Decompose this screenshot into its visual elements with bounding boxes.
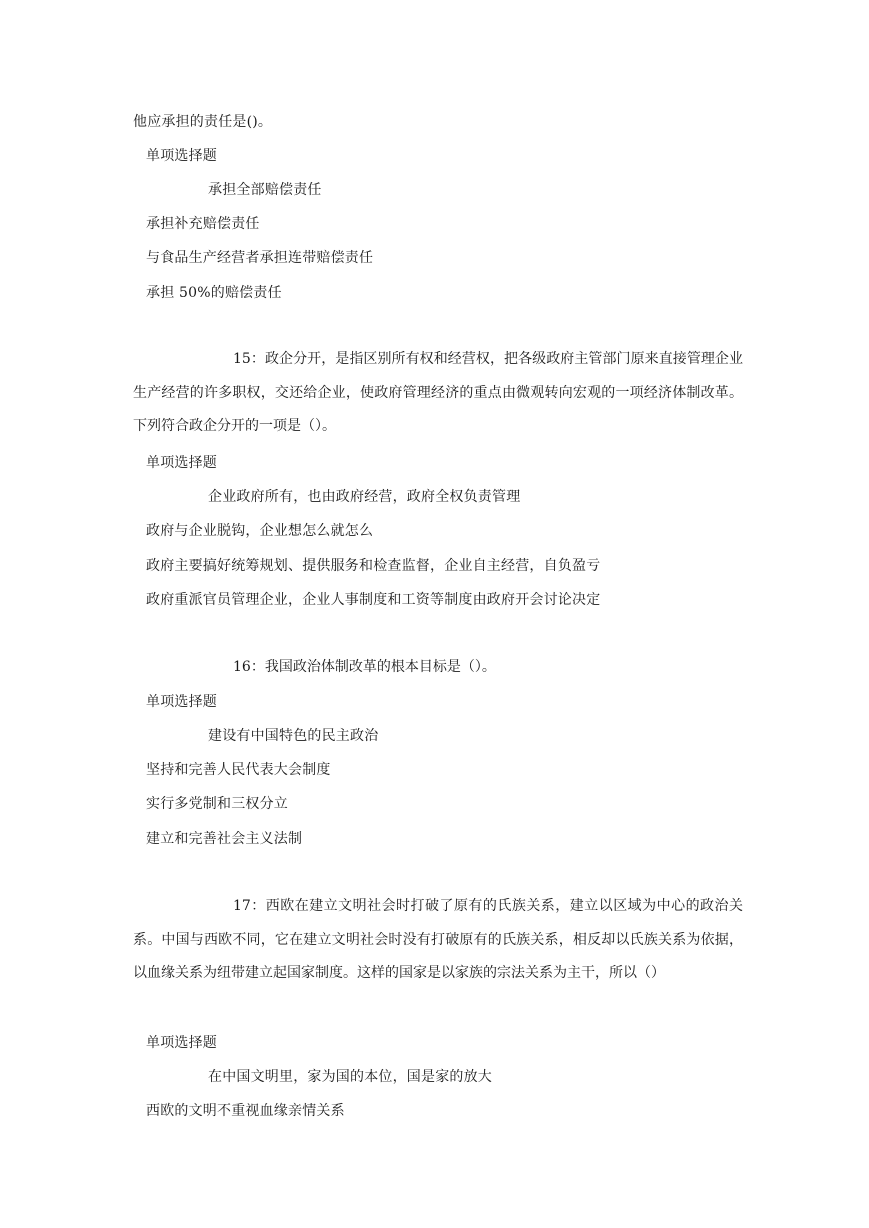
q14-question-type: 单项选择题 <box>146 148 217 164</box>
q15-option-d: 政府重派官员管理企业，企业人事制度和工资等制度由政府开会讨论决定 <box>146 592 601 608</box>
q17-question-type: 单项选择题 <box>146 1035 217 1051</box>
q14-option-d: 承担 50%的赔偿责任 <box>146 285 282 301</box>
q16-question-type: 单项选择题 <box>146 694 217 710</box>
q17-stem: 17：西欧在建立文明社会时打破了原有的氏族关系，建立以区域为中心的政治关系。中国与西欧不同，它在建立文明社会时没有打破原有的氏族关系，相反却以氏族关系为依据，以血缘关系为纽带建立起国家制度。这样的国家是以家族的宗法关系为主干，所以（） <box>133 898 743 981</box>
q15-question-type: 单项选择题 <box>146 455 217 471</box>
q14-option-c: 与食品生产经营者承担连带赔偿责任 <box>146 250 374 266</box>
q17-option-a: 在中国文明里，家为国的本位，国是家的放大 <box>208 1069 492 1085</box>
q17-option-b: 西欧的文明不重视血缘亲情关系 <box>146 1103 345 1119</box>
q15-option-c: 政府主要搞好统筹规划、提供服务和检查监督，企业自主经营，自负盈亏 <box>146 558 601 574</box>
q15-option-a: 企业政府所有，也由政府经营，政府全权负责管理 <box>208 489 521 505</box>
q16-option-c: 实行多党制和三权分立 <box>146 796 288 812</box>
q14-stem-tail: 他应承担的责任是()。 <box>133 114 273 130</box>
q16-stem: 16：我国政治体制改革的根本目标是（）。 <box>233 659 496 675</box>
q16-option-d: 建立和完善社会主义法制 <box>146 831 303 847</box>
q14-option-a: 承担全部赔偿责任 <box>208 182 322 198</box>
q16-option-a: 建设有中国特色的民主政治 <box>208 728 379 744</box>
q15-stem: 15：政企分开，是指区别所有权和经营权，把各级政府主管部门原来直接管理企业生产经营的许多职权，交还给企业，使政府管理经济的重点由微观转向宏观的一项经济体制改革。下列符合政企分开的一项是（）。 <box>133 351 743 434</box>
q16-option-b: 坚持和完善人民代表大会制度 <box>146 762 331 778</box>
q14-option-b: 承担补充赔偿责任 <box>146 216 260 232</box>
q15-option-b: 政府与企业脱钩，企业想怎么就怎么 <box>146 523 374 539</box>
